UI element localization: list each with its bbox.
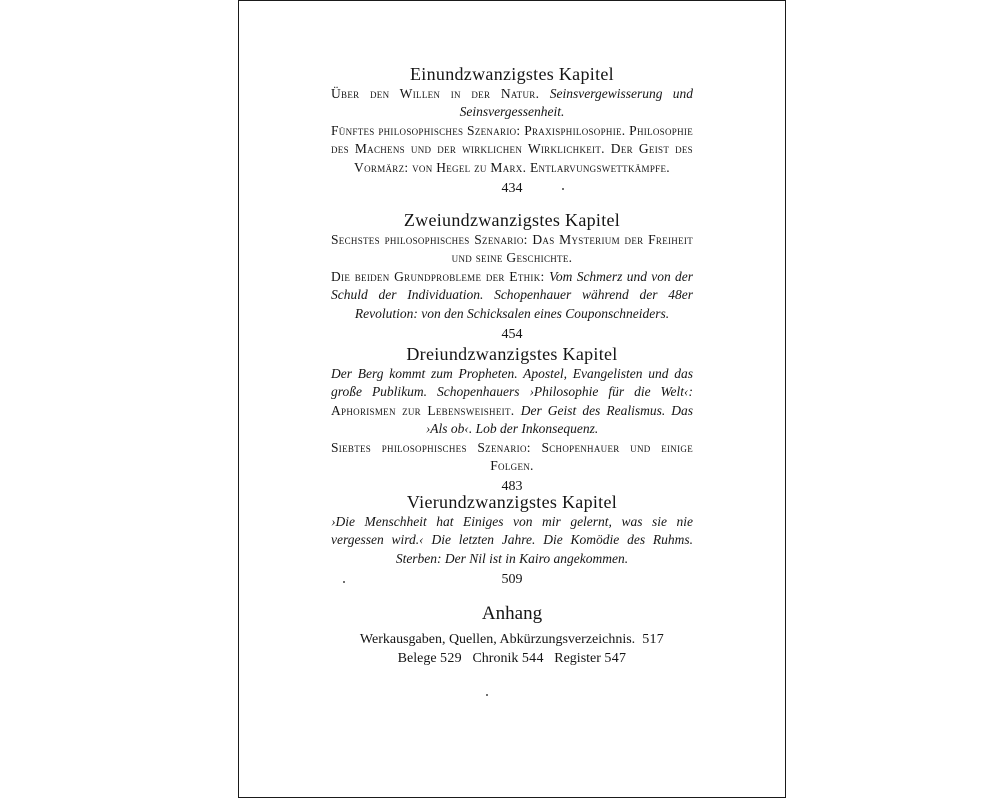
chapter-heading: Dreiundzwanzigstes Kapitel [406,344,618,364]
appendix-item-label: Register [554,651,601,666]
appendix-entry [239,602,785,668]
page-number: 509 [501,572,523,588]
chapter-22-entry [239,209,785,345]
summary-paragraph [331,85,693,122]
appendix-item-label: Belege [397,651,437,666]
chapter-heading: Vierundzwanzigstes Kapitel [406,492,618,512]
summary-paragraph [331,231,693,268]
summary-paragraph [331,122,693,177]
summary-text-run: Aphorismen zur Lebensweisheit. [331,402,521,418]
chapter-23-entry [239,343,785,497]
summary-text-run: Vom Schmerz und von der Schuld der Individuation. Schopenhauer während der 48er Revolution: von den Schicksalen eines Couponschneiders. [331,268,693,321]
page-number: 454 [501,327,523,343]
summary-text-run: Der Berg kommt zum Propheten. Apostel, Evangelisten und das große Publikum. Schopenhauers ›Philosophie für die Welt‹: [331,366,693,400]
book-page [238,0,786,798]
summary-paragraph [331,513,693,568]
appendix-item-label: Chronik [472,651,519,666]
chapter-heading: Einundzwanzigstes Kapitel [410,64,614,84]
chapter-21-entry [239,63,785,199]
page-number: 434 [501,181,523,197]
chapter-24-entry [239,491,785,590]
summary-text-run: Seinsvergewisserung und Seinsvergessenheit. [459,86,694,120]
summary-text-run: Fünftes philosophisches Szenario: Praxisphilosophie. Philosophie des Machens und der wirklichen Wirklichkeit. Der Geist des Vormärz: von Hegel zu Marx. Entlarvungswettkämpfe. [331,122,693,175]
print-speck [486,694,488,696]
chapter-summary [331,365,693,475]
chapter-summary [331,231,693,323]
page-number: 529 [440,651,462,666]
print-speck [343,581,345,583]
appendix-heading: Anhang [481,603,543,624]
summary-text-run: Sechstes philosophisches Szenario: Das Mysterium der Freiheit und seine Geschichte. [331,232,693,266]
page-number: 517 [642,632,665,647]
page-number: 483 [501,479,523,495]
summary-text-run: Der Geist des Realismus. Das ›Als ob‹. Lob der Inkonsequenz. [425,402,693,437]
chapter-summary [331,85,693,177]
appendix-line-2 [239,649,785,668]
summary-paragraph [331,439,693,476]
summary-text-run: ›Die Menschheit hat Einiges von mir gelernt, was sie nie vergessen wird.‹ Die letzten Jahre. Die Komödie des Ruhms. Sterben: Der Nil ist in Kairo angekommen. [331,514,693,566]
appendix-line-text: Werkausgaben, Quellen, Abkürzungsverzeichnis. [359,632,636,647]
page-number: 544 [521,651,544,666]
summary-paragraph [331,268,693,323]
print-speck [562,188,564,190]
summary-text-run: Siebtes philosophisches Szenario: Schopenhauer und einige Folgen. [331,439,693,474]
summary-text-run: Die beiden Grundprobleme der Ethik: [331,268,550,284]
chapter-summary [331,513,693,568]
appendix-line-1 [239,630,785,649]
chapter-heading: Zweiundzwanzigstes Kapitel [403,210,621,230]
summary-text-run: Über den Willen in der Natur. [331,86,550,101]
page-number: 547 [604,651,627,666]
summary-paragraph [331,365,693,439]
